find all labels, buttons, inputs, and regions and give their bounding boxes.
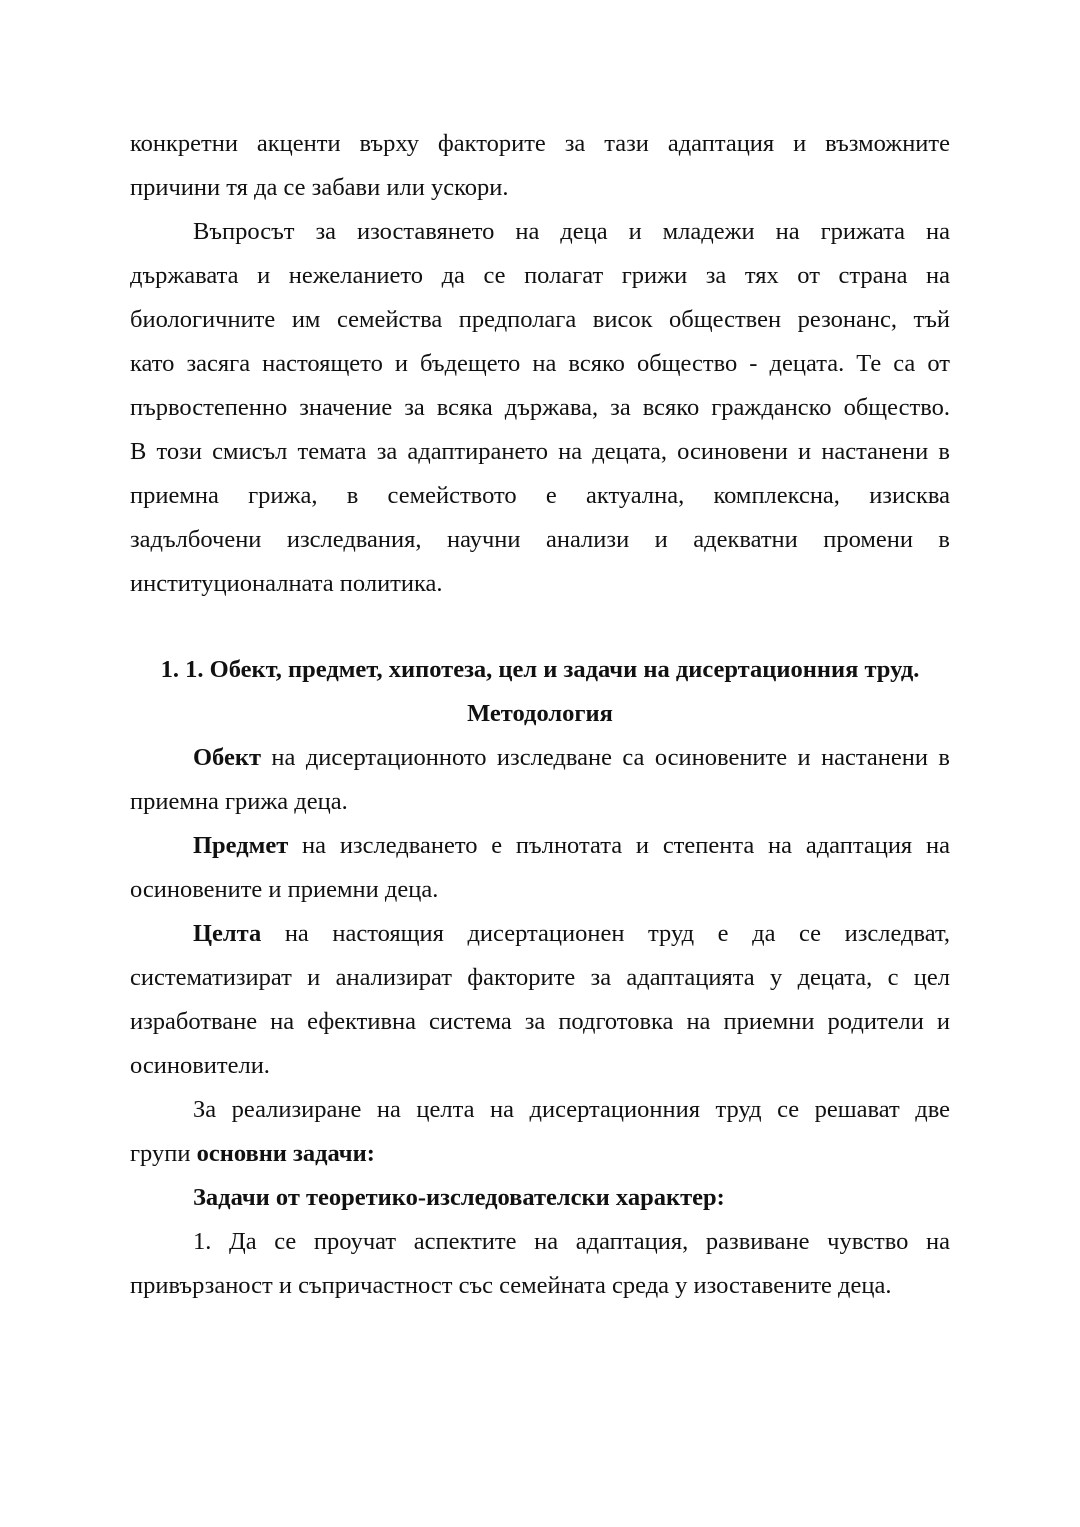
text-line: причини тя да се забави или ускори. (130, 174, 509, 201)
text-span: на настоящия дисертационен труд е да се изследват, (261, 920, 950, 947)
text-line: първостепенно значение за всяка държава, за всяко гражданско общество. (130, 394, 950, 421)
section-heading: 1. 1. Обект, предмет, хипотеза, цел и задачи на дисертационния труд. (160, 656, 920, 683)
text-line: задълбочени изследвания, научни анализи и адекватни промени в (130, 526, 950, 553)
text-line: конкретни акценти върху факторите за тази адаптация и възможните (130, 130, 950, 157)
text-line: осиновители. (130, 1052, 270, 1079)
text-line: систематизират и анализират факторите за адаптацията у децата, с цел (130, 964, 950, 991)
text-line: привързаност и съпричастност със семейната среда у изоставените деца. (130, 1272, 892, 1299)
text-line: като засяга настоящето и бъдещето на всяко общество - децата. Те са от (130, 350, 950, 377)
paragraph-object (130, 736, 950, 824)
text-line (130, 912, 950, 956)
task-item-1 (130, 1220, 950, 1308)
text-line (130, 824, 950, 868)
paragraph-intro-continuation (130, 122, 950, 210)
term-object: Обект (193, 744, 262, 771)
section-heading-methodology: Методология (467, 700, 613, 727)
theory-heading: Задачи от теоретико-изследователски характер: (193, 1184, 725, 1211)
subheading-theory-tasks (130, 1176, 950, 1220)
text-line: изработване на ефективна система за подготовка на приемни родители и (130, 1008, 950, 1035)
text-line: За реализиране на целта на дисертационния труд се решават две (193, 1096, 950, 1123)
text-span: групи (130, 1140, 197, 1167)
text-line (130, 1176, 950, 1220)
term-goal: Целта (193, 920, 262, 947)
text-line: биологичните им семейства предполага висок обществен резонанс, тъй (130, 306, 950, 333)
paragraph-abandonment (130, 210, 950, 606)
text-line: 1. Да се проучат аспектите на адаптация, развиване чувство на (193, 1228, 950, 1255)
text-line (130, 736, 950, 780)
text-line: приемна грижа деца. (130, 788, 348, 815)
term-subject: Предмет (193, 832, 289, 859)
text-span: на изследването е пълнотата и степента на адаптация на (288, 832, 950, 859)
paragraph-subject (130, 824, 950, 912)
text-line: В този смисъл темата за адаптирането на децата, осиновени и настанени в (130, 438, 950, 465)
text-line: Въпросът за изоставянето на деца и младежи на грижата на (193, 218, 950, 245)
text-line: осиновените и приемни деца. (130, 876, 439, 903)
term-main-tasks: основни задачи: (196, 1140, 375, 1167)
text-line: приемна грижа, в семейството е актуална, комплексна, изисква (130, 482, 950, 509)
text-span: на дисертационното изследване са осиновените и настанени в (261, 744, 950, 771)
text-line: държавата и нежеланието да се полагат грижи за тях от страна на (130, 262, 950, 289)
paragraph-goal (130, 912, 950, 1088)
paragraph-tasks (130, 1088, 950, 1176)
text-line (130, 1132, 950, 1176)
text-line: институционалната политика. (130, 570, 443, 597)
